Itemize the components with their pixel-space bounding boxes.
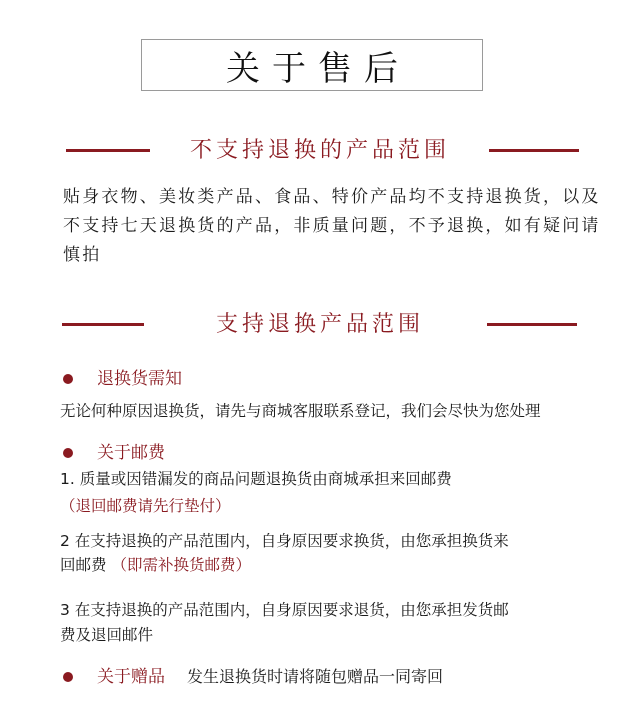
postage-item-2-note: （即需补换货邮费） — [111, 556, 251, 574]
exchange-notice-label: 退换货需知 — [97, 369, 182, 389]
postage-item-3-line-2: 费及退回邮件 — [60, 626, 154, 644]
bullet-icon — [63, 374, 73, 384]
page-title-box — [141, 39, 483, 91]
bullet-icon — [63, 672, 73, 682]
section-title-supported: 支持退换产品范围 — [215, 312, 424, 337]
heading-rule-right — [489, 149, 579, 152]
postage-heading — [63, 441, 165, 465]
postage-item-3-line-1: 3 在支持退换的产品范围内，自身原因要求退货，由您承担发货邮 — [60, 601, 509, 619]
gifts-text: 发生退换货时请将随包赠品一同寄回 — [187, 667, 444, 686]
gifts-label: 关于赠品 — [97, 667, 165, 687]
heading-rule-right — [487, 323, 577, 326]
postage-item-1: 1. 质量或因错漏发的商品问题退换货由商城承担来回邮费 — [60, 470, 452, 488]
bullet-icon — [63, 448, 73, 458]
section-heading-supported — [0, 310, 640, 340]
postage-item-1-note: （退回邮费请先行垫付） — [60, 497, 231, 515]
section-heading-unsupported — [0, 136, 640, 166]
exchange-notice-text: 无论何种原因退换货，请先与商城客服联系登记，我们会尽快为您处理 — [60, 402, 541, 420]
postage-item-2-line-2 — [60, 552, 620, 578]
postage-item-2-line-1: 2 在支持退换的产品范围内，自身原因要求换货，由您承担换货来 — [60, 532, 509, 550]
page-title: 关于售后 — [226, 48, 410, 89]
postage-item-2-text: 回邮费 — [60, 556, 107, 574]
section-title-unsupported: 不支持退换的产品范围 — [189, 138, 450, 163]
gifts-heading — [63, 665, 443, 689]
exchange-notice-heading — [63, 367, 182, 391]
unsupported-description: 贴身衣物、美妆类产品、食品、特价产品均不支持退换货，以及不支持七天退换货的产品，非质量问题，不予退换，如有疑问请慎拍 — [63, 187, 601, 265]
postage-label: 关于邮费 — [97, 443, 165, 463]
